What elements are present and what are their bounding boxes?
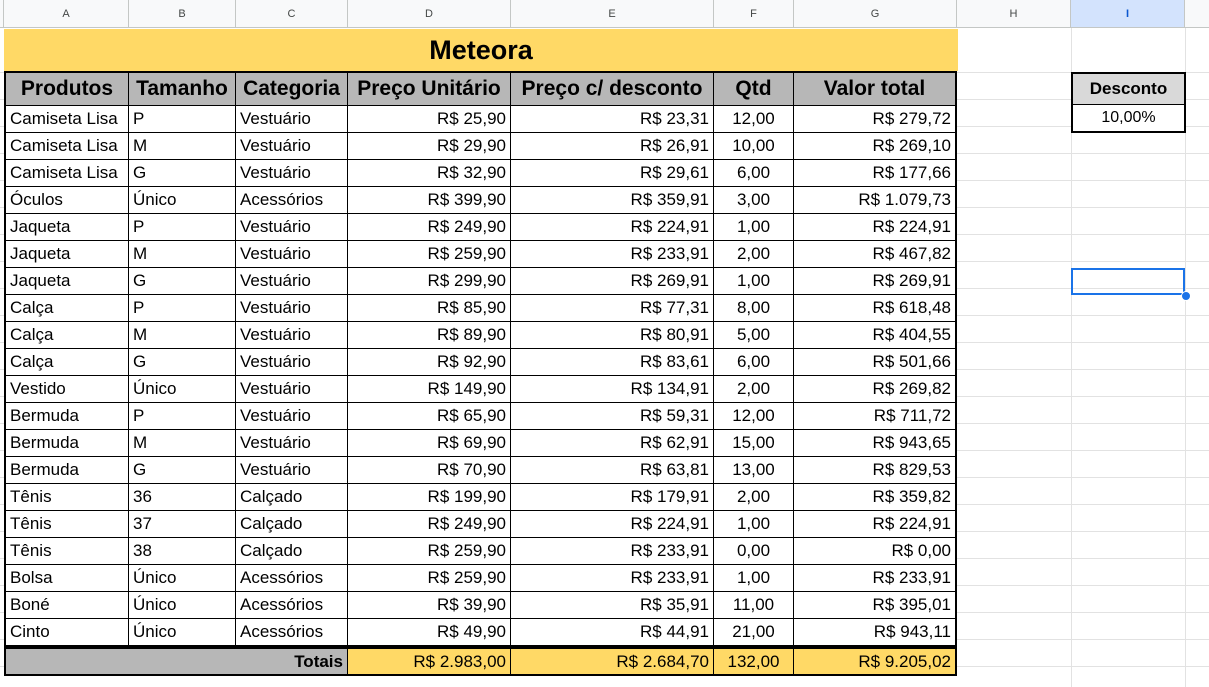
table-cell[interactable]: Jaqueta bbox=[4, 214, 129, 241]
table-cell[interactable]: R$ 943,11 bbox=[794, 619, 957, 646]
table-cell[interactable]: M bbox=[129, 133, 236, 160]
table-cell[interactable]: 13,00 bbox=[714, 457, 794, 484]
table-cell[interactable]: R$ 199,90 bbox=[348, 484, 511, 511]
table-cell[interactable]: G bbox=[129, 349, 236, 376]
table-cell[interactable]: M bbox=[129, 322, 236, 349]
table-cell[interactable]: Óculos bbox=[4, 187, 129, 214]
totals-valor-total[interactable]: R$ 9.205,02 bbox=[794, 646, 957, 676]
table-cell[interactable]: R$ 80,91 bbox=[511, 322, 714, 349]
table-cell[interactable]: 8,00 bbox=[714, 295, 794, 322]
table-cell[interactable]: R$ 359,82 bbox=[794, 484, 957, 511]
table-cell[interactable]: Acessórios bbox=[236, 592, 348, 619]
table-cell[interactable]: R$ 233,91 bbox=[511, 241, 714, 268]
table-cell[interactable]: Vestuário bbox=[236, 322, 348, 349]
table-cell[interactable]: R$ 0,00 bbox=[794, 538, 957, 565]
column-header-f[interactable]: F bbox=[714, 0, 794, 28]
table-cell[interactable]: R$ 224,91 bbox=[794, 214, 957, 241]
table-cell[interactable]: R$ 83,61 bbox=[511, 349, 714, 376]
table-cell[interactable]: R$ 23,31 bbox=[511, 106, 714, 133]
table-cell[interactable]: P bbox=[129, 295, 236, 322]
column-header-overflow bbox=[1185, 0, 1209, 28]
column-header-d[interactable]: D bbox=[348, 0, 511, 28]
table-cell[interactable]: R$ 269,91 bbox=[794, 268, 957, 295]
table-cell[interactable]: P bbox=[129, 403, 236, 430]
table-cell[interactable]: Camiseta Lisa bbox=[4, 106, 129, 133]
table-cell[interactable]: P bbox=[129, 106, 236, 133]
table-cell[interactable]: 11,00 bbox=[714, 592, 794, 619]
table-cell[interactable]: 6,00 bbox=[714, 160, 794, 187]
table-cell[interactable]: R$ 501,66 bbox=[794, 349, 957, 376]
table-cell[interactable]: R$ 395,01 bbox=[794, 592, 957, 619]
column-header-g[interactable]: G bbox=[794, 0, 957, 28]
table-cell[interactable]: Vestuário bbox=[236, 403, 348, 430]
column-header-e[interactable]: E bbox=[511, 0, 714, 28]
table-cell[interactable]: Cinto bbox=[4, 619, 129, 646]
table-cell[interactable]: R$ 224,91 bbox=[511, 511, 714, 538]
table-cell[interactable]: Vestuário bbox=[236, 160, 348, 187]
table-cell[interactable]: R$ 77,31 bbox=[511, 295, 714, 322]
table-cell[interactable]: R$ 63,81 bbox=[511, 457, 714, 484]
table-cell[interactable]: R$ 85,90 bbox=[348, 295, 511, 322]
table-cell[interactable]: Calça bbox=[4, 295, 129, 322]
totals-preco-unitario[interactable]: R$ 2.983,00 bbox=[348, 646, 511, 676]
table-cell[interactable]: 0,00 bbox=[714, 538, 794, 565]
table-cell[interactable]: 2,00 bbox=[714, 376, 794, 403]
table-cell[interactable]: 5,00 bbox=[714, 322, 794, 349]
column-header-h[interactable]: H bbox=[957, 0, 1071, 28]
table-cell[interactable]: R$ 62,91 bbox=[511, 430, 714, 457]
table-cell[interactable]: Jaqueta bbox=[4, 268, 129, 295]
table-cell[interactable]: R$ 49,90 bbox=[348, 619, 511, 646]
table-cell[interactable]: R$ 92,90 bbox=[348, 349, 511, 376]
table-cell[interactable]: 38 bbox=[129, 538, 236, 565]
table-cell[interactable]: Bermuda bbox=[4, 430, 129, 457]
table-cell[interactable]: R$ 65,90 bbox=[348, 403, 511, 430]
table-cell[interactable]: Único bbox=[129, 592, 236, 619]
table-cell[interactable]: Calçado bbox=[236, 511, 348, 538]
table-cell[interactable]: 21,00 bbox=[714, 619, 794, 646]
table-cell[interactable]: 15,00 bbox=[714, 430, 794, 457]
table-cell[interactable]: G bbox=[129, 268, 236, 295]
table-cell[interactable]: Acessórios bbox=[236, 187, 348, 214]
table-cell[interactable]: G bbox=[129, 457, 236, 484]
table-cell[interactable]: Camiseta Lisa bbox=[4, 133, 129, 160]
table-cell[interactable]: R$ 618,48 bbox=[794, 295, 957, 322]
corner-cell bbox=[0, 0, 4, 28]
table-cell[interactable]: R$ 711,72 bbox=[794, 403, 957, 430]
table-cell[interactable]: M bbox=[129, 430, 236, 457]
table-cell[interactable]: Vestuário bbox=[236, 268, 348, 295]
column-header-cell[interactable]: Preço Unitário bbox=[348, 71, 511, 106]
table-cell[interactable]: Vestido bbox=[4, 376, 129, 403]
table-cell[interactable]: R$ 32,90 bbox=[348, 160, 511, 187]
table-cell[interactable]: R$ 224,91 bbox=[794, 511, 957, 538]
discount-value[interactable]: 10,00% bbox=[1071, 105, 1186, 133]
table-cell[interactable]: Vestuário bbox=[236, 106, 348, 133]
table-cell[interactable]: Vestuário bbox=[236, 430, 348, 457]
table-cell[interactable]: 1,00 bbox=[714, 511, 794, 538]
table-cell[interactable]: G bbox=[129, 160, 236, 187]
table-cell[interactable]: 37 bbox=[129, 511, 236, 538]
table-cell[interactable]: R$ 943,65 bbox=[794, 430, 957, 457]
table-cell[interactable]: 2,00 bbox=[714, 484, 794, 511]
table-cell[interactable]: R$ 59,31 bbox=[511, 403, 714, 430]
table-cell[interactable]: Bermuda bbox=[4, 403, 129, 430]
table-cell[interactable]: R$ 467,82 bbox=[794, 241, 957, 268]
table-cell[interactable]: R$ 29,90 bbox=[348, 133, 511, 160]
column-header-b[interactable]: B bbox=[129, 0, 236, 28]
table-cell[interactable]: 12,00 bbox=[714, 403, 794, 430]
column-header-cell[interactable]: Categoria bbox=[236, 71, 348, 106]
discount-label[interactable]: Desconto bbox=[1071, 72, 1186, 105]
table-cell[interactable]: Vestuário bbox=[236, 133, 348, 160]
table-cell[interactable]: 1,00 bbox=[714, 565, 794, 592]
table-cell[interactable]: P bbox=[129, 214, 236, 241]
column-header-i[interactable]: I bbox=[1071, 0, 1185, 28]
table-cell[interactable]: R$ 179,91 bbox=[511, 484, 714, 511]
column-header-a[interactable]: A bbox=[4, 0, 129, 28]
column-header-cell[interactable]: Produtos bbox=[4, 71, 129, 106]
column-header-c[interactable]: C bbox=[236, 0, 348, 28]
table-cell[interactable]: Vestuário bbox=[236, 241, 348, 268]
column-header-cell[interactable]: Valor total bbox=[794, 71, 957, 106]
table-cell[interactable]: R$ 259,90 bbox=[348, 241, 511, 268]
table-cell[interactable]: R$ 44,91 bbox=[511, 619, 714, 646]
table-cell[interactable]: R$ 224,91 bbox=[511, 214, 714, 241]
table-cell[interactable]: R$ 26,91 bbox=[511, 133, 714, 160]
table-cell[interactable]: Calçado bbox=[236, 538, 348, 565]
column-header-cell[interactable]: Tamanho bbox=[129, 71, 236, 106]
selected-cell[interactable] bbox=[1071, 268, 1185, 295]
table-cell[interactable]: Vestuário bbox=[236, 376, 348, 403]
totals-qtd[interactable]: 132,00 bbox=[714, 646, 794, 676]
table-cell[interactable]: R$ 149,90 bbox=[348, 376, 511, 403]
table-cell[interactable]: R$ 259,90 bbox=[348, 565, 511, 592]
table-cell[interactable]: R$ 829,53 bbox=[794, 457, 957, 484]
table-cell[interactable]: Vestuário bbox=[236, 457, 348, 484]
table-cell[interactable]: R$ 399,90 bbox=[348, 187, 511, 214]
table-cell[interactable]: R$ 299,90 bbox=[348, 268, 511, 295]
table-cell[interactable]: R$ 269,10 bbox=[794, 133, 957, 160]
table-cell[interactable]: Tênis bbox=[4, 511, 129, 538]
table-cell[interactable]: Calça bbox=[4, 322, 129, 349]
table-cell[interactable]: Único bbox=[129, 187, 236, 214]
table-cell[interactable]: Único bbox=[129, 565, 236, 592]
table-cell[interactable]: Calçado bbox=[236, 484, 348, 511]
table-cell[interactable]: R$ 404,55 bbox=[794, 322, 957, 349]
table-cell[interactable]: Vestuário bbox=[236, 295, 348, 322]
table-cell[interactable]: R$ 29,61 bbox=[511, 160, 714, 187]
table-cell[interactable]: Tênis bbox=[4, 538, 129, 565]
table-cell[interactable]: R$ 39,90 bbox=[348, 592, 511, 619]
table-cell[interactable]: R$ 259,90 bbox=[348, 538, 511, 565]
table-cell[interactable]: 6,00 bbox=[714, 349, 794, 376]
table-cell[interactable]: R$ 233,91 bbox=[794, 565, 957, 592]
table-cell[interactable]: R$ 269,82 bbox=[794, 376, 957, 403]
table-cell[interactable]: Jaqueta bbox=[4, 241, 129, 268]
table-cell[interactable]: Acessórios bbox=[236, 619, 348, 646]
table-cell[interactable]: R$ 233,91 bbox=[511, 565, 714, 592]
totals-preco-desconto[interactable]: R$ 2.684,70 bbox=[511, 646, 714, 676]
table-cell[interactable]: M bbox=[129, 241, 236, 268]
column-header-cell[interactable]: Qtd bbox=[714, 71, 794, 106]
table-cell[interactable]: 10,00 bbox=[714, 133, 794, 160]
table-cell[interactable]: 1,00 bbox=[714, 214, 794, 241]
table-cell[interactable]: Vestuário bbox=[236, 214, 348, 241]
table-cell[interactable]: R$ 89,90 bbox=[348, 322, 511, 349]
table-cell[interactable]: Tênis bbox=[4, 484, 129, 511]
table-cell[interactable]: R$ 359,91 bbox=[511, 187, 714, 214]
table-cell[interactable]: Único bbox=[129, 376, 236, 403]
table-cell[interactable]: R$ 269,91 bbox=[511, 268, 714, 295]
table-cell[interactable]: 36 bbox=[129, 484, 236, 511]
table-cell[interactable]: Vestuário bbox=[236, 349, 348, 376]
table-cell[interactable]: Calça bbox=[4, 349, 129, 376]
totals-label[interactable]: Totais bbox=[4, 646, 348, 676]
table-cell[interactable]: R$ 233,91 bbox=[511, 538, 714, 565]
table-cell[interactable]: 12,00 bbox=[714, 106, 794, 133]
table-cell[interactable]: 1,00 bbox=[714, 268, 794, 295]
table-cell[interactable]: R$ 134,91 bbox=[511, 376, 714, 403]
table-cell[interactable]: R$ 177,66 bbox=[794, 160, 957, 187]
table-cell[interactable]: Bermuda bbox=[4, 457, 129, 484]
table-cell[interactable]: R$ 70,90 bbox=[348, 457, 511, 484]
table-cell[interactable]: Camiseta Lisa bbox=[4, 160, 129, 187]
table-cell[interactable]: Acessórios bbox=[236, 565, 348, 592]
table-cell[interactable]: R$ 249,90 bbox=[348, 214, 511, 241]
table-cell[interactable]: Único bbox=[129, 619, 236, 646]
column-header-cell[interactable]: Preço c/ desconto bbox=[511, 71, 714, 106]
table-cell[interactable]: R$ 279,72 bbox=[794, 106, 957, 133]
table-cell[interactable]: R$ 249,90 bbox=[348, 511, 511, 538]
table-cell[interactable]: Boné bbox=[4, 592, 129, 619]
table-cell[interactable]: 3,00 bbox=[714, 187, 794, 214]
fill-handle[interactable] bbox=[1181, 291, 1191, 301]
sheet-title[interactable]: Meteora bbox=[4, 29, 958, 71]
table-cell[interactable]: R$ 69,90 bbox=[348, 430, 511, 457]
table-cell[interactable]: R$ 35,91 bbox=[511, 592, 714, 619]
table-cell[interactable]: R$ 1.079,73 bbox=[794, 187, 957, 214]
table-cell[interactable]: 2,00 bbox=[714, 241, 794, 268]
table-cell[interactable]: Bolsa bbox=[4, 565, 129, 592]
table-cell[interactable]: R$ 25,90 bbox=[348, 106, 511, 133]
